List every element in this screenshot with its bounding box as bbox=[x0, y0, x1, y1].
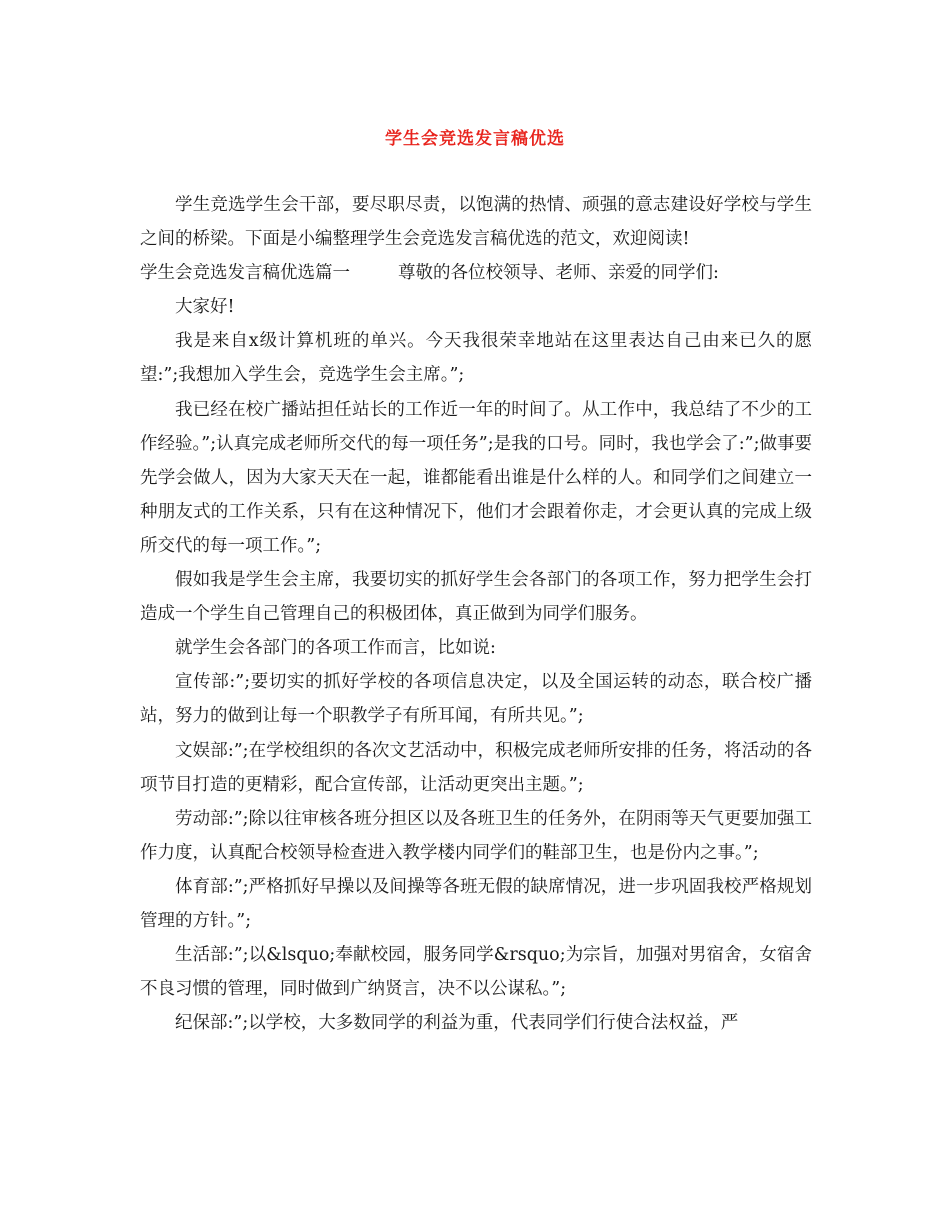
section-heading-line bbox=[140, 256, 812, 290]
body-paragraph: 就学生会各部门的各项工作而言，比如说: bbox=[175, 638, 496, 659]
body-paragraph: 我是来自x级计算机班的单兴。今天我很荣幸地站在这里表达自己由来已久的愿望:”;我想加入学生会，竞选学生会主席。”; bbox=[140, 331, 812, 386]
body-paragraph: 纪保部:”;以学校，大多数同学的利益为重，代表同学们行使合法权益，严 bbox=[175, 1013, 739, 1034]
document-title: 学生会竞选发言稿优选 bbox=[385, 129, 565, 149]
body-paragraph: 我已经在校广播站担任站长的工作近一年的时间了。从工作中，我总结了不少的工作经验。”;认真完成老师所交代的每一项任务”;是我的口号。同时，我也学会了:”;做事要先学会做人，因为大家天天在一起，谁都能看出谁是什么样的人。和同学们之间建立一种朋友式的工作关系，只有在这种情况下，他们才会跟着你走，才会更认真的完成上级所交代的每一项工作。”; bbox=[140, 399, 812, 556]
body-paragraph: 生活部:”;以&lsquo;奉献校园，服务同学&rsquo;为宗旨，加强对男宿舍，女宿舍不良习惯的管理，同时做到广纳贤言，决不以公谋私。”; bbox=[140, 945, 812, 1000]
body-paragraph: 体育部:”;严格抓好早操以及间操等各班无假的缺席情况，进一步巩固我校严格规划管理的方针。”; bbox=[140, 876, 812, 931]
body-paragraph: 宣传部:”;要切实的抓好学校的各项信息决定，以及全国运转的动态，联合校广播站，努力的做到让每一个职教学子有所耳闻，有所共见。”; bbox=[140, 672, 812, 727]
body-paragraph: 文娱部:”;在学校组织的各次文艺活动中，积极完成老师所安排的任务，将活动的各项节目打造的更精彩，配合宣传部，让活动更突出主题。”; bbox=[140, 740, 812, 795]
greeting: 大家好! bbox=[175, 297, 235, 318]
section-heading: 学生会竞选发言稿优选篇一 bbox=[140, 263, 350, 284]
document-body bbox=[140, 188, 812, 1040]
salutation: 尊敬的各位校领导、老师、亲爱的同学们: bbox=[398, 263, 719, 284]
body-paragraph: 劳动部:”;除以往审核各班分担区以及各班卫生的任务外，在阴雨等天气更要加强工作力度，认真配合校领导检查进入教学楼内同学们的鞋部卫生，也是份内之事。”; bbox=[140, 808, 812, 863]
intro-paragraph: 学生竞选学生会干部，要尽职尽责，以饱满的热情、顽强的意志建设好学校与学生之间的桥梁。下面是小编整理学生会竞选发言稿优选的范文，欢迎阅读! bbox=[140, 195, 812, 250]
body-paragraph: 假如我是学生会主席，我要切实的抓好学生会各部门的各项工作，努力把学生会打造成一个学生自己管理自己的积极团体，真正做到为同学们服务。 bbox=[140, 570, 812, 625]
